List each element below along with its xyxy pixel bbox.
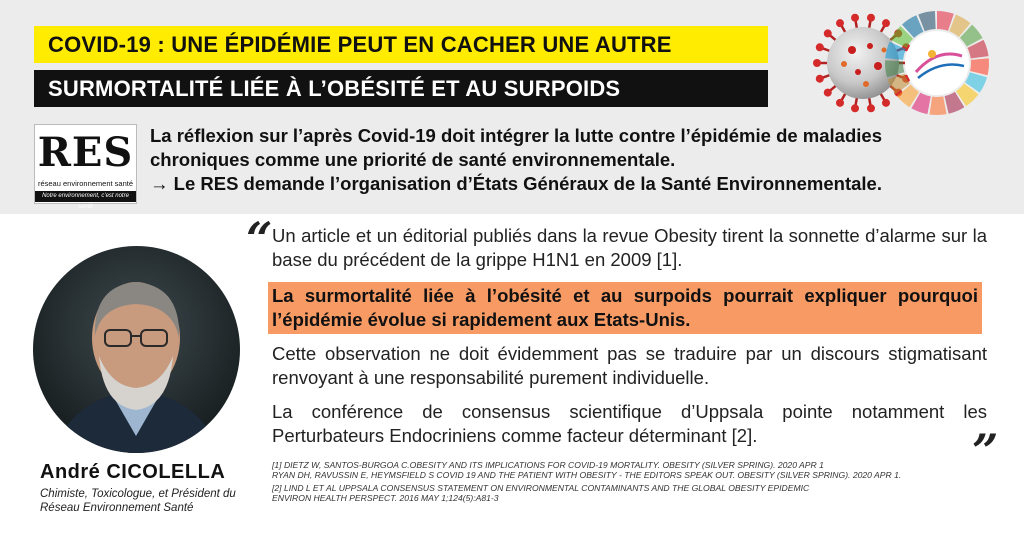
res-logo-acronym: RES xyxy=(37,129,134,176)
author-portrait xyxy=(33,246,240,453)
res-logo-name: réseau environnement santé xyxy=(37,179,134,188)
close-quote-mark: ” xyxy=(972,424,999,478)
intro-text xyxy=(150,124,1010,196)
quote-paragraph-1: Un article et un éditorial publiés dans la revue Obesity tirent la sonnette d’alarme sur la base du précédent de la grippe H1N1 en 2009 [1]. xyxy=(272,225,987,270)
open-quote-mark: “ xyxy=(246,212,273,266)
author-name: André CICOLELLA xyxy=(40,461,226,483)
reference-1a: [1] DIETZ W, SANTOS-BURGOA C.OBESITY AND ITS IMPLICATIONS FOR COVID-19 MORTALITY. OBESITY (SILVER SPRING). 2020 APR 1 xyxy=(272,460,824,470)
intro-line-1: La réflexion sur l’après Covid-19 doit intégrer la lutte contre l’épidémie de maladies xyxy=(150,125,882,146)
reference-2a: [2] LIND L ET AL UPPSALA CONSENSUS STATEMENT ON ENVIRONMENTAL CONTAMINANTS AND THE GLOBAL OBESITY EPIDEMIC xyxy=(272,483,810,494)
references xyxy=(272,461,992,503)
headline-surmortalite: SURMORTALITÉ LIÉE À L’OBÉSITÉ ET AU SURPOIDS xyxy=(34,70,768,107)
res-logo xyxy=(34,124,137,210)
quote-paragraph-4: La conférence de consensus scientifique d’Uppsala pointe notamment les Perturbateurs Endocriniens comme facteur déterminant [2]. xyxy=(272,401,987,446)
sdg-wheel-logo xyxy=(882,8,992,118)
intro-line-3: → Le RES demande l’organisation d’États Généraux de la Santé Environnementale. xyxy=(150,173,882,194)
quote-highlight: La surmortalité liée à l’obésité et au surpoids pourrait expliquer pourquoi l’épidémie évolue si rapidement aux Etats-Unis. xyxy=(268,282,982,334)
headline-covid: COVID-19 : UNE ÉPIDÉMIE PEUT EN CACHER UNE AUTRE xyxy=(34,26,768,63)
quote-paragraph-3: Cette observation ne doit évidemment pas se traduire par un discours stigmatisant renvoyant à une responsabilité purement individuelle. xyxy=(272,343,987,388)
intro-line-2: chroniques comme une priorité de santé environnementale. xyxy=(150,149,676,170)
reference-2b: ENVIRON HEALTH PERSPECT. 2016 MAY 1;124(5):A81-3 xyxy=(272,492,499,503)
author-role: Chimiste, Toxicologue, et Président du Réseau Environnement Santé xyxy=(40,488,236,514)
reference-1b: RYAN DH, RAVUSSIN E, HEYMSFIELD S COVID 19 AND THE PATIENT WITH OBESITY - THE EDITORS SPEAK OUT. OBESITY (SILVER SPRING). 2020 APR 1. xyxy=(272,469,902,480)
res-logo-tagline: Notre environnement, c'est notre santé xyxy=(35,191,136,202)
